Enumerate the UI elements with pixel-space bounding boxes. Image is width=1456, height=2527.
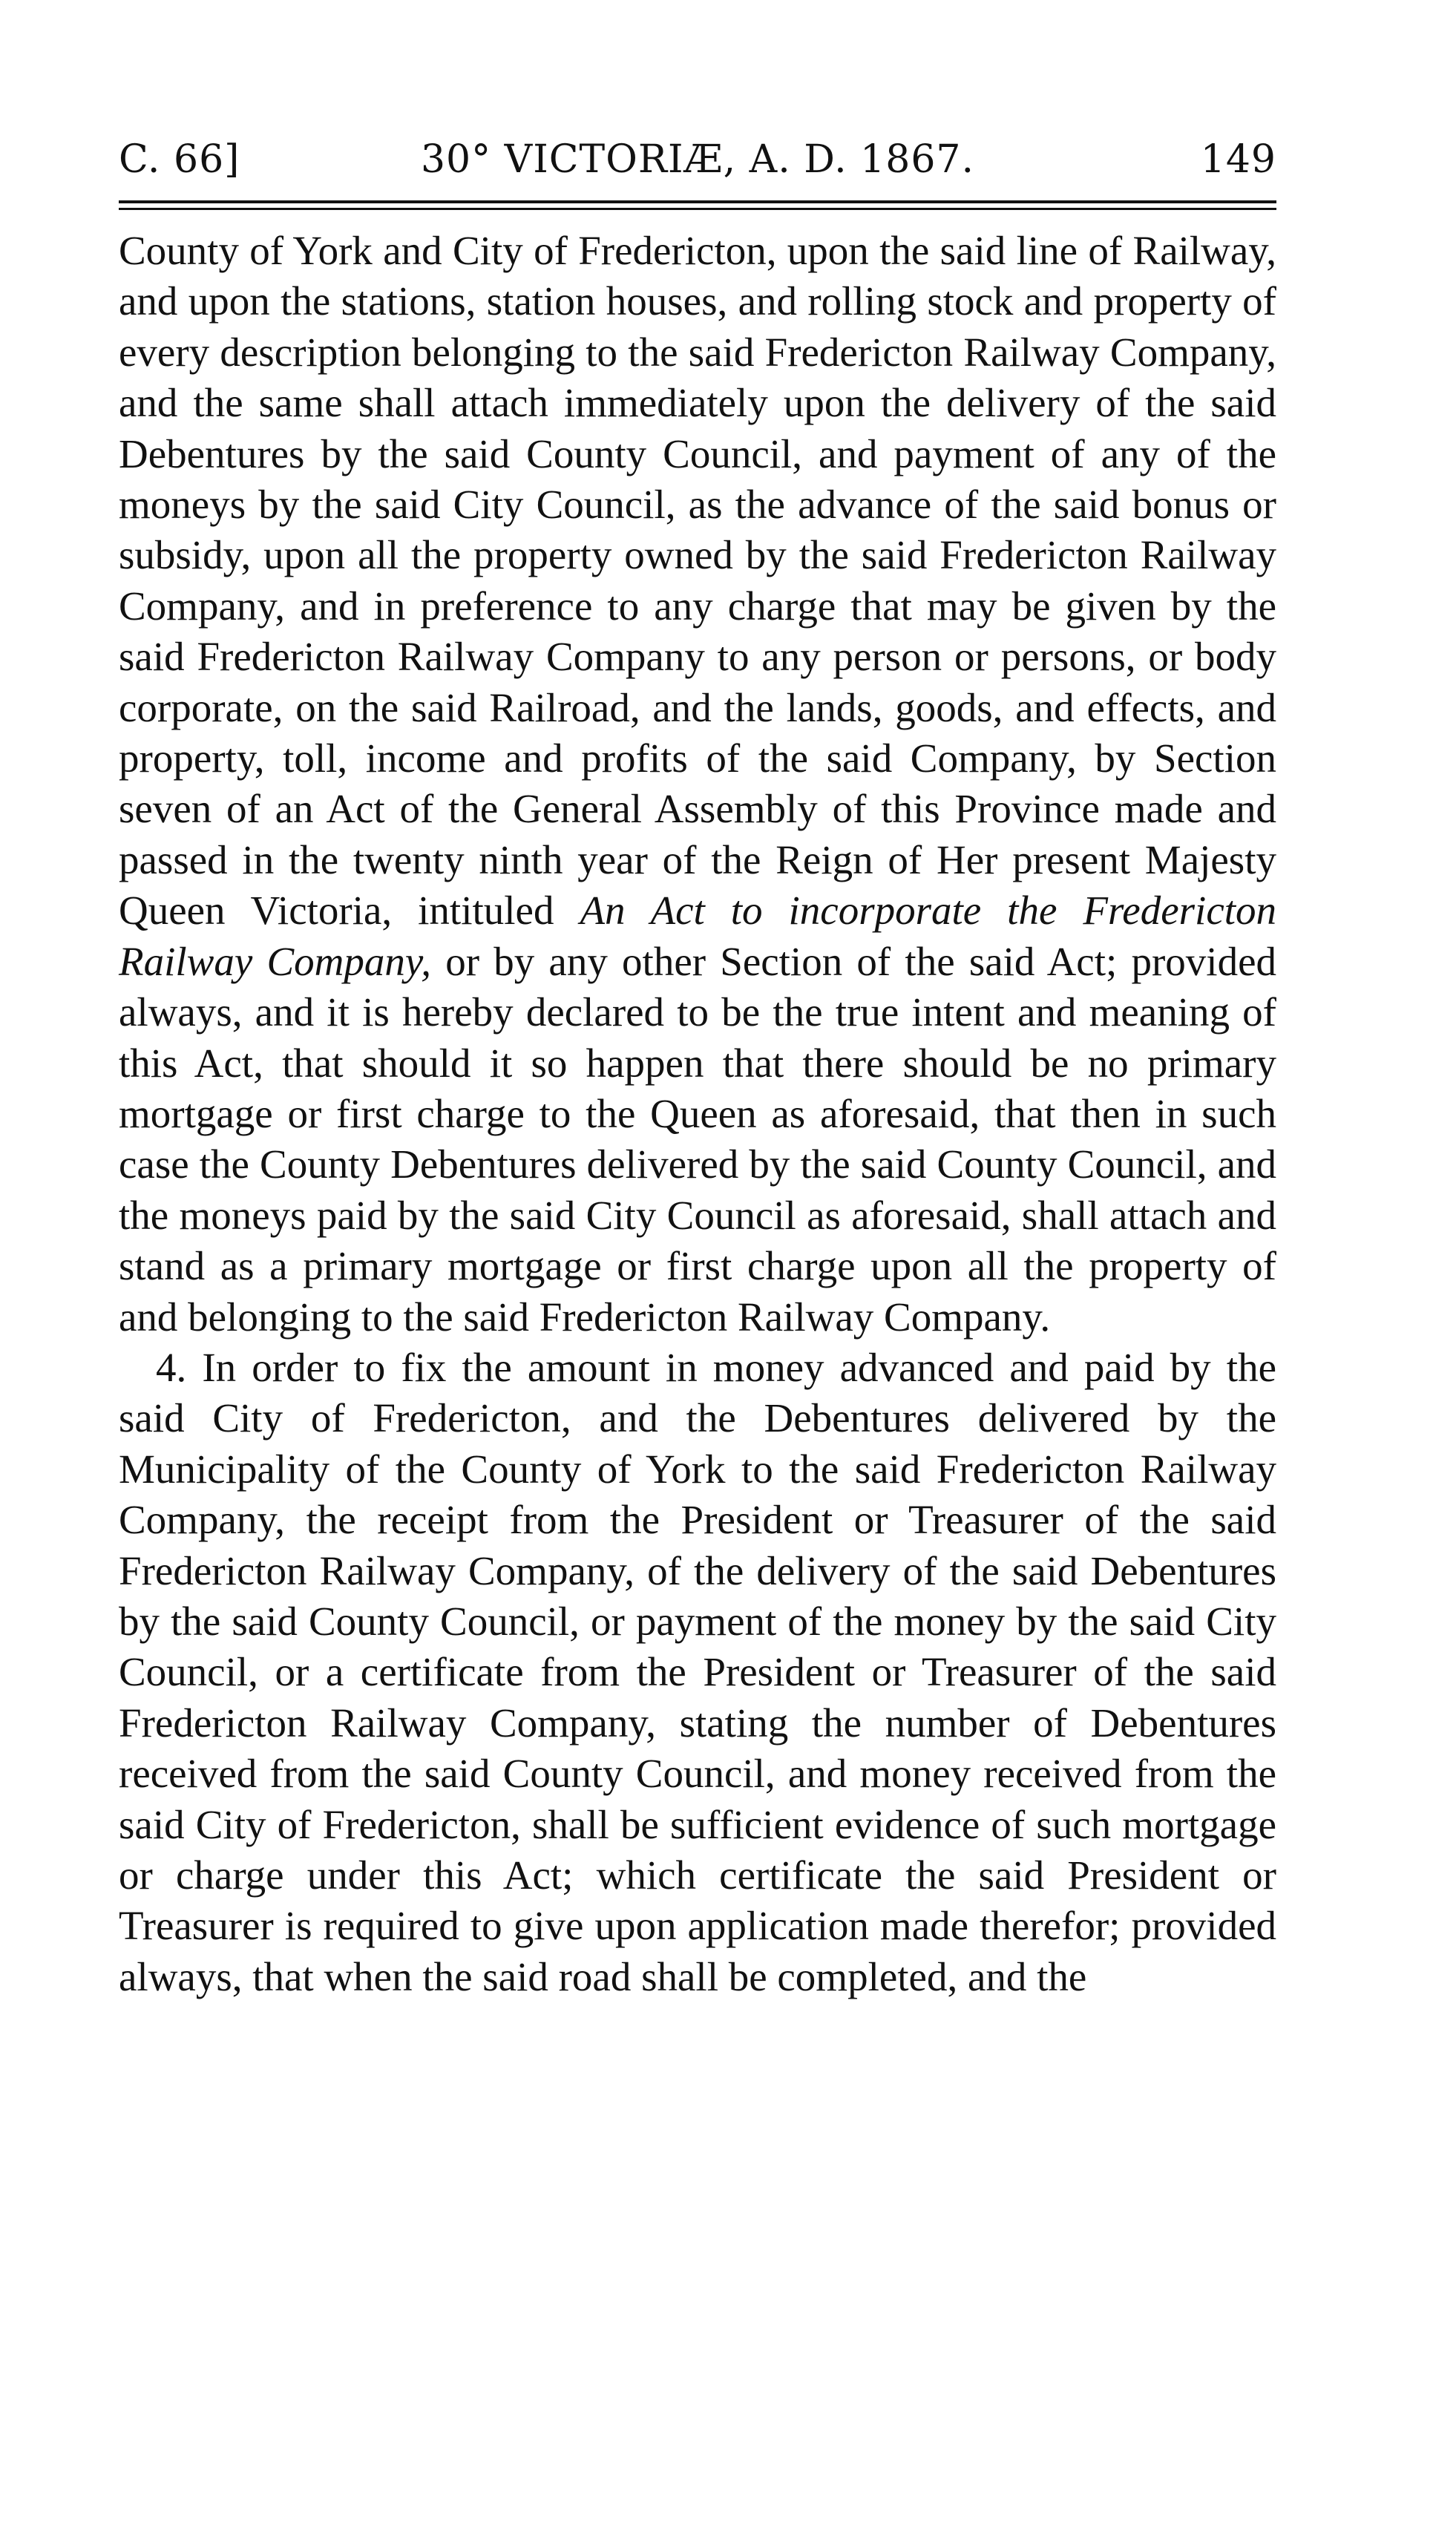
header-rule xyxy=(119,200,1276,215)
act-title-italic: An Act to incorporate the Fredericton Railway Company, xyxy=(119,888,1277,984)
running-header xyxy=(119,119,1276,200)
paragraph-text-before: County of York and City of Fredericton, upon the said line of Railway, and upon the stations, station houses, and rolling stock and property of every description belonging to the said Fredericton Railway Company, and the same shall attach immediately upon the delivery of the said Debentures by the said County Council, and payment of any of the moneys by the said City Council, as the advance of the said bonus or subsidy, upon all the property owned by the said Fredericton Railway Company, and in preference to any charge that may be given by the said Fredericton Railway Company to any person or persons, or body corporate, on the said Railroad, and the lands, goods, and effects, and property, toll, income and profits of the said Company, by Section seven of an Act of the General Assembly of this Province made and passed in the twenty ninth year of the Reign of Her present Majesty Queen Victoria, intituled xyxy=(119,228,1276,934)
document-page xyxy=(119,119,1276,2464)
section-4-paragraph: 4. In order to fix the amount in money advanced and paid by the said City of Fredericton, and the Debentures delivered by the Municipality of the County of York to the said Fredericton Railway Company, the receipt from the President or Treasurer of the said Fredericton Railway Company, of the delivery of the said Debentures by the said County Council, or payment of the money by the said City Council, or a certificate from the President or Treasurer of the said Fredericton Railway Company, stating the number of Debentures received from the said County Council, and money received from the said City of Fredericton, shall be sufficient evidence of such mortgage or charge under this Act; which certificate the said President or Treasurer is required to give upon application made therefor; provided always, that when the said road shall be completed, and the xyxy=(119,1344,1276,1999)
header-rule-top xyxy=(119,200,1276,203)
chapter-label: C. 66] xyxy=(119,137,240,182)
page-number: 149 xyxy=(1200,137,1276,182)
header-rule-bottom xyxy=(119,208,1276,210)
body-text xyxy=(119,226,1276,2002)
paragraph-text-after: or by any other Section of the said Act; provided always, and it is hereby declared to be the true intent and meaning of this Act, that should it so happen that there should be no primary mortgage or first charge to the Queen as aforesaid, that then in such case the County Debentures delivered by the said County Council, and the moneys paid by the said City Council as aforesaid, shall attach and stand as a primary mortgage or first charge upon all the property of and belonging to the said Fredericton Railway Company. xyxy=(119,938,1276,1340)
paragraph-continued xyxy=(119,226,1276,1343)
header-title: 30° VICTORIÆ, A. D. 1867. xyxy=(420,137,975,182)
